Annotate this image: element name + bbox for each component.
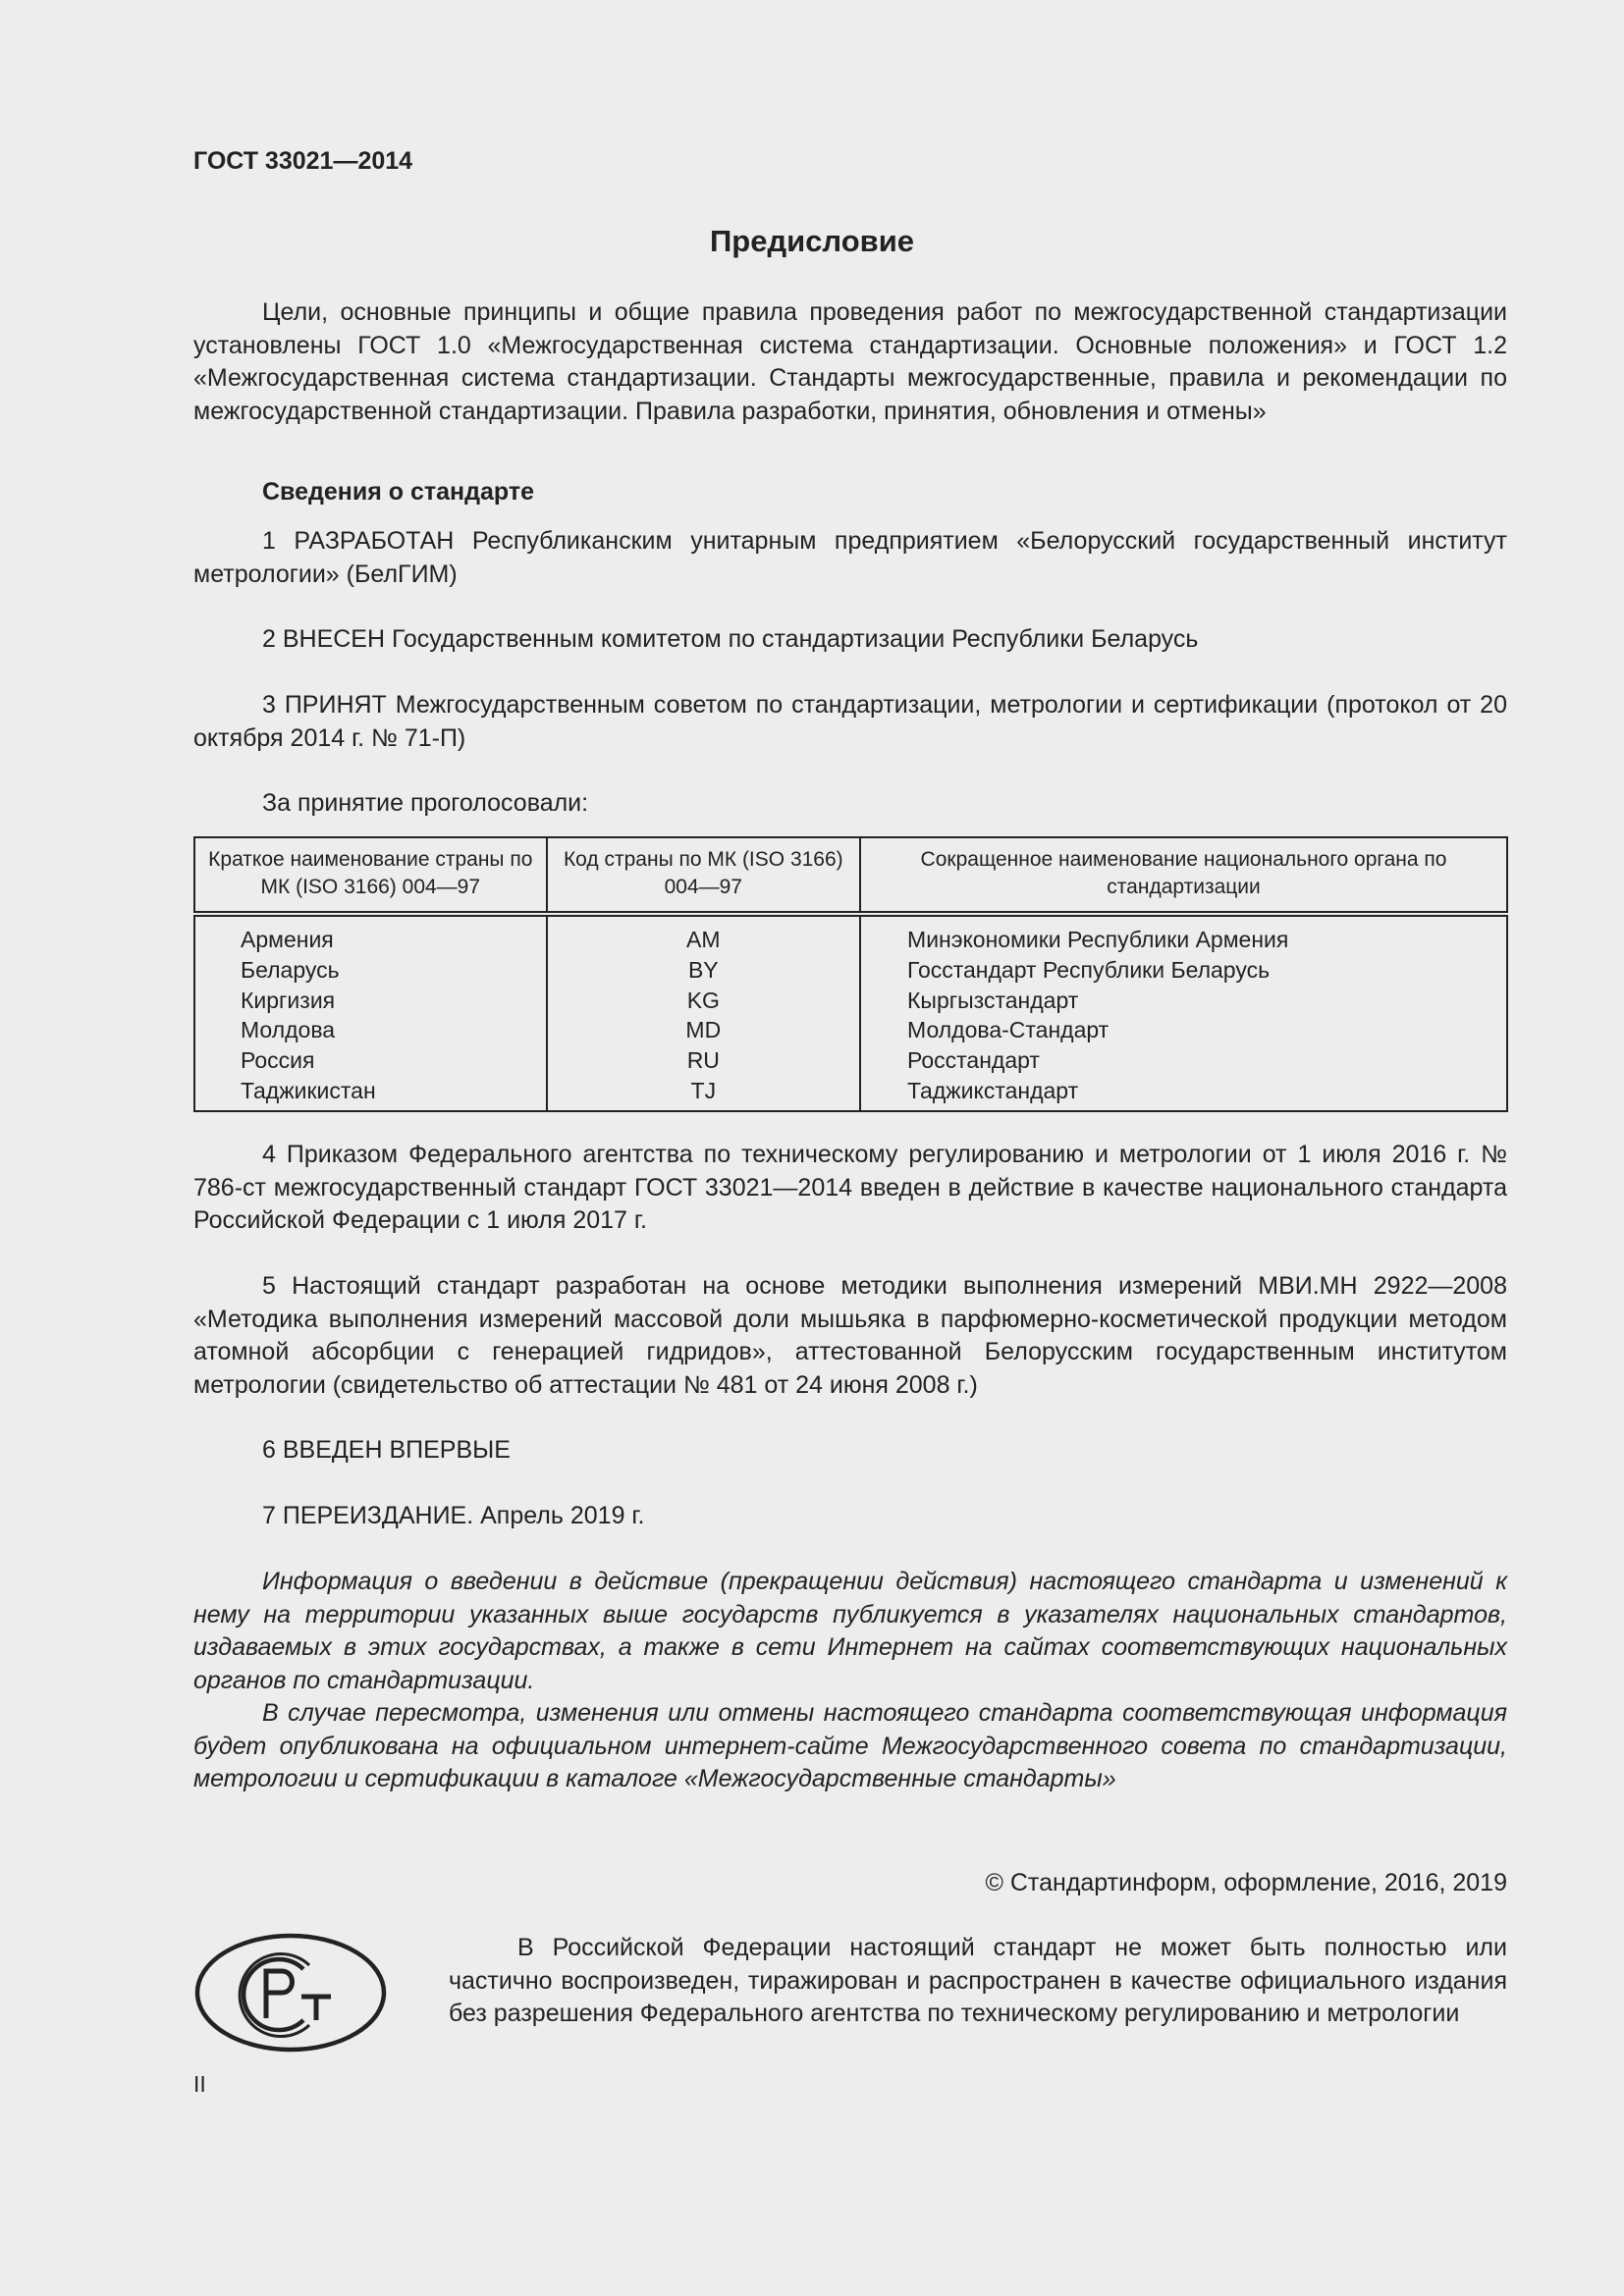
body-cell: Минэкономики Республики Армения (860, 914, 1507, 955)
page-title: Предисловие (709, 224, 914, 258)
code-cell: KG (547, 986, 860, 1016)
table-row (194, 914, 1507, 955)
country-cell: Россия (194, 1045, 547, 1076)
item-7: 7 ПЕРЕИЗДАНИЕ. Апрель 2019 г. (262, 1502, 645, 1529)
table-header-row (194, 837, 1507, 914)
table-row (194, 1045, 1507, 1076)
item-3: 3 ПРИНЯТ Межгосударственным советом по стандартизации, метрологии и сертификации (протокол от 20 октября 2014 г. № 71-П) (193, 691, 1507, 752)
item-2: 2 ВНЕСЕН Государственным комитетом по стандартизации Республики Беларусь (262, 625, 1199, 653)
table-row (194, 1015, 1507, 1045)
country-cell: Киргизия (194, 986, 547, 1016)
item-6: 6 ВВЕДЕН ВПЕРВЫЕ (262, 1436, 511, 1464)
body-cell: Кыргызстандарт (860, 986, 1507, 1016)
rst-certification-mark-icon (193, 1932, 388, 2054)
code-cell: BY (547, 955, 860, 986)
col-header-code: Код страны по МК (ISO 3166) 004—97 (547, 837, 860, 914)
item-4: 4 Приказом Федерального агентства по техническому регулированию и метрологии от 1 июля 2016 г. № 786-ст межгосударственный стандарт ГОСТ 33021—2014 введен в действие в качестве национального стандарта Российской Федерации с 1 июля 2017 г. (193, 1141, 1507, 1234)
copyright-line: © Стандартинформ, оформление, 2016, 2019 (985, 1869, 1507, 1896)
country-cell: Беларусь (194, 955, 547, 986)
doc-code: ГОСТ 33021—2014 (193, 147, 413, 175)
table-row (194, 986, 1507, 1016)
legal-notice: В Российской Федерации настоящий стандарт не может быть полностью или частично воспроизведен, тиражирован и распространен в качестве официального издания без разрешения Федерального агентства по техническому регулированию и метрологии (449, 1934, 1507, 2027)
note-revision-info: В случае пересмотра, изменения или отмены настоящего стандарта соответствующая информация будет опубликована на официальном интернет-сайте Межгосударственного совета по стандартизации, метрологии и сертификации в каталоге «Межгосударственные стандарты» (193, 1699, 1507, 1792)
item-1: 1 РАЗРАБОТАН Республиканским унитарным предприятием «Белорусский государственный институт метрологии» (БелГИМ) (193, 527, 1507, 588)
intro-paragraph: Цели, основные принципы и общие правила проведения работ по межгосударственной стандартизации установлены ГОСТ 1.0 «Межгосударственная система стандартизации. Основные положения» и ГОСТ 1.2 «Межгосударственная система стандартизации. Стандарты межгосударственные, правила и рекомендации по межгосударственной стандартизации. Правила разработки, принятия, обновления и отмены» (193, 298, 1507, 425)
country-cell: Таджикистан (194, 1076, 547, 1111)
body-cell: Молдова-Стандарт (860, 1015, 1507, 1045)
table-row (194, 1076, 1507, 1111)
code-cell: TJ (547, 1076, 860, 1111)
country-cell: Армения (194, 914, 547, 955)
col-header-country: Краткое наименование страны по МК (ISO 3166) 004—97 (194, 837, 547, 914)
country-cell: Молдова (194, 1015, 547, 1045)
body-cell: Госстандарт Республики Беларусь (860, 955, 1507, 986)
voting-table (193, 836, 1508, 1112)
code-cell: AM (547, 914, 860, 955)
info-heading: Сведения о стандарте (262, 478, 535, 506)
table-row (194, 955, 1507, 986)
code-cell: MD (547, 1015, 860, 1045)
body-cell: Таджикстандарт (860, 1076, 1507, 1111)
code-cell: RU (547, 1045, 860, 1076)
note-introduction-info: Информация о введении в действие (прекращении действия) настоящего стандарта и изменений к нему на территории указанных выше государств публикуется в указателях национальных стандартов, издаваемых в этих государствах, а также в сети Интернет на сайтах соответствующих национальных органов по стандартизации. (193, 1568, 1507, 1694)
body-cell: Росстандарт (860, 1045, 1507, 1076)
col-header-body: Сокращенное наименование национального органа по стандартизации (860, 837, 1507, 914)
voted-label: За принятие проголосовали: (262, 789, 589, 817)
item-5: 5 Настоящий стандарт разработан на основе методики выполнения измерений МВИ.МН 2922—2008 «Методика выполнения измерений массовой доли мышьяка в парфюмерно-косметической продукции методом атомной абсорбции с генерацией гидридов», аттестованной Белорусским государственным институтом метрологии (свидетельство об аттестации № 481 от 24 июня 2008 г.) (193, 1272, 1507, 1399)
page-number: II (193, 2071, 206, 2097)
